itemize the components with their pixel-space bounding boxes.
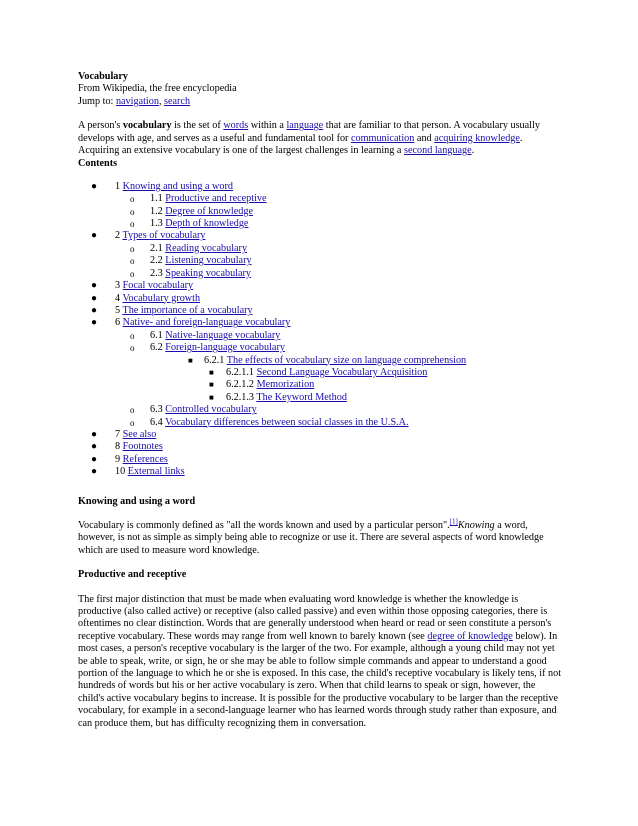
list-bullet-icon: o <box>130 417 135 428</box>
toc-link[interactable]: The effects of vocabulary size on language comprehension <box>226 354 467 366</box>
toc-item <box>78 293 562 305</box>
list-bullet-icon: ● <box>91 453 98 465</box>
list-bullet-icon: o <box>130 243 135 254</box>
toc-link[interactable]: Reading vocabulary <box>165 242 248 254</box>
toc-number: 6 <box>115 317 121 329</box>
toc-number: 6.3 <box>150 404 163 416</box>
section-heading-knowing: Knowing and using a word <box>78 495 196 507</box>
toc-link[interactable]: Foreign-language vocabulary <box>165 342 285 354</box>
toc-item <box>78 330 562 342</box>
toc-number: 7 <box>115 428 121 440</box>
toc-item <box>78 218 562 230</box>
toc-item <box>78 466 562 478</box>
communication-link[interactable]: communication <box>351 132 415 144</box>
degree-of-knowledge-link[interactable]: degree of knowledge <box>427 630 513 642</box>
toc-number: 2.3 <box>150 267 163 279</box>
article-title: Vocabulary <box>78 71 129 82</box>
list-bullet-icon: o <box>130 206 135 217</box>
toc-number: 1.1 <box>150 193 163 205</box>
toc-item <box>78 181 562 193</box>
toc-number: 6.2.1 <box>204 354 225 366</box>
toc-number: 8 <box>115 441 121 453</box>
list-bullet-icon: o <box>130 256 135 267</box>
toc-item <box>78 404 562 416</box>
words-link[interactable]: words <box>223 120 249 132</box>
toc-number: 6.2.1.2 <box>226 379 255 391</box>
list-bullet-icon: ● <box>91 304 98 316</box>
toc-link[interactable]: Vocabulary growth <box>122 292 201 304</box>
toc-link[interactable]: The importance of a vocabulary <box>122 304 253 316</box>
toc-number: 9 <box>115 453 121 465</box>
list-bullet-icon: ● <box>91 428 98 440</box>
list-bullet-icon: ■ <box>209 380 214 390</box>
toc-link[interactable]: External links <box>127 466 185 478</box>
toc-link[interactable]: The Keyword Method <box>256 391 347 403</box>
toc-item <box>78 379 562 391</box>
toc-number: 6.1 <box>150 329 163 341</box>
toc-item <box>78 454 562 466</box>
toc-number: 2.2 <box>150 255 163 267</box>
jump-to-line: Jump to: navigation, search <box>78 95 191 107</box>
toc-item <box>78 342 562 354</box>
toc-link[interactable]: Focal vocabulary <box>122 280 194 292</box>
list-bullet-icon: ■ <box>209 367 214 377</box>
toc-item <box>78 417 562 429</box>
article-subtitle: From Wikipedia, the free encyclopedia <box>78 83 237 95</box>
list-bullet-icon: ● <box>91 317 98 329</box>
toc-link[interactable]: Second Language Vocabulary Acquisition <box>256 366 428 378</box>
toc-link[interactable]: See also <box>122 428 157 440</box>
toc-number: 2.1 <box>150 242 163 254</box>
list-bullet-icon: o <box>130 268 135 279</box>
second-language-link[interactable]: second language <box>404 145 472 157</box>
list-bullet-icon: o <box>130 343 135 354</box>
list-bullet-icon: ● <box>91 292 98 304</box>
list-bullet-icon: o <box>130 194 135 205</box>
acquiring-knowledge-link[interactable]: acquiring knowledge <box>434 132 520 144</box>
list-bullet-icon: ■ <box>188 355 193 365</box>
list-bullet-icon: o <box>130 330 135 341</box>
knowing-paragraph: Vocabulary is commonly defined as "all the words known and used by a particular person".[1]Knowing a word, however, is not as simple as simply being able to recognize or use it. There are several aspects of word knowledge which are used to measure word knowledge. <box>78 517 544 556</box>
toc-number: 1.2 <box>150 205 163 217</box>
toc-link[interactable]: Types of vocabulary <box>122 230 206 242</box>
toc-item <box>78 268 562 280</box>
list-bullet-icon: ● <box>91 230 98 242</box>
toc-number: 3 <box>115 280 121 292</box>
toc-link[interactable]: Memorization <box>256 379 315 391</box>
toc-link[interactable]: Depth of knowledge <box>165 218 249 230</box>
toc-link[interactable]: Native-language vocabulary <box>165 329 281 341</box>
toc-item <box>78 305 562 317</box>
toc-number: 6.2.1.1 <box>226 366 255 378</box>
intro-paragraph: A person's vocabulary is the set of words within a language that are familiar to that person. A vocabulary usually develops with age, and serves as a useful and fundamental tool for communication and acquiring knowledge. Acquiring an extensive vocabulary is one of the largest challenges in learning a second language. <box>78 120 540 157</box>
list-bullet-icon: o <box>130 405 135 416</box>
search-link[interactable]: search <box>164 95 191 107</box>
article-content <box>78 71 562 730</box>
toc-link[interactable]: Productive and receptive <box>165 193 267 205</box>
toc-item <box>78 280 562 292</box>
toc-link[interactable]: Speaking vocabulary <box>165 267 251 279</box>
toc-item <box>78 317 562 329</box>
toc-link[interactable]: Knowing and using a word <box>122 180 233 192</box>
list-bullet-icon: ● <box>91 466 98 478</box>
productive-paragraph: The first major distinction that must be made when evaluating word knowledge is whether the knowledge is productive (also called active) or receptive (also called passive) and even within those opposing categories, there is oftentimes no clear distinction. Words that are generally understood when heard or read or seen constitute a person's receptive vocabulary. These words may range from well known to barely known (see degree of knowledge below). In most cases, a person's receptive vocabulary is the larger of the two. For example, although a young child may not yet be able to speak, write, or sign, he or she may be able to follow simple commands and appear to understand a good portion of the language to which he or she is exposed. In this case, the child's receptive vocabulary is likely tens, if not hundreds of words but his or her active vocabulary is zero. When that child learns to speak or sign, however, the child's active vocabulary begins to increase. It is possible for the productive vocabulary to be larger than the receptive vocabulary, for example in a second-language learner who has learned words through study rather than exposure, and can produce them, but has difficulty recognizing them in conversation. <box>78 593 562 729</box>
toc-link[interactable]: Listening vocabulary <box>165 255 252 267</box>
toc-link[interactable]: Vocabulary differences between social classes in the U.S.A. <box>165 416 409 428</box>
toc-number: 6.2.1.3 <box>226 391 255 403</box>
contents-heading: Contents <box>78 158 118 170</box>
list-bullet-icon: ● <box>91 180 98 192</box>
list-bullet-icon: ■ <box>209 392 214 402</box>
toc-link[interactable]: Native- and foreign-language vocabulary <box>122 317 291 329</box>
toc-item <box>78 367 562 379</box>
toc-item <box>78 392 562 404</box>
language-link[interactable]: language <box>286 120 324 132</box>
toc-number: 10 <box>115 466 126 478</box>
toc-item <box>78 206 562 218</box>
toc-item <box>78 355 562 367</box>
toc-link[interactable]: References <box>122 453 168 465</box>
toc-number: 4 <box>115 292 121 304</box>
navigation-link[interactable]: navigation <box>115 95 159 107</box>
list-bullet-icon: ● <box>91 441 98 453</box>
toc-number: 6.2 <box>150 342 163 354</box>
toc-number: 5 <box>115 304 121 316</box>
toc-item <box>78 441 562 453</box>
list-bullet-icon: ● <box>91 280 98 292</box>
toc-link[interactable]: Controlled vocabulary <box>165 404 257 416</box>
footnote-ref-1[interactable]: [1] <box>449 517 458 526</box>
toc-item <box>78 193 562 205</box>
toc-item <box>78 230 562 242</box>
toc-number: 1 <box>115 180 121 192</box>
toc-number: 6.4 <box>150 416 163 428</box>
toc-link[interactable]: Footnotes <box>122 441 163 453</box>
list-bullet-icon: o <box>130 219 135 230</box>
toc-number: 1.3 <box>150 218 163 230</box>
toc-item <box>78 255 562 267</box>
toc-number: 2 <box>115 230 121 242</box>
toc-item <box>78 243 562 255</box>
toc-link[interactable]: Degree of knowledge <box>165 205 253 217</box>
toc-item <box>78 429 562 441</box>
table-of-contents <box>78 181 562 479</box>
section-heading-productive: Productive and receptive <box>78 569 187 581</box>
